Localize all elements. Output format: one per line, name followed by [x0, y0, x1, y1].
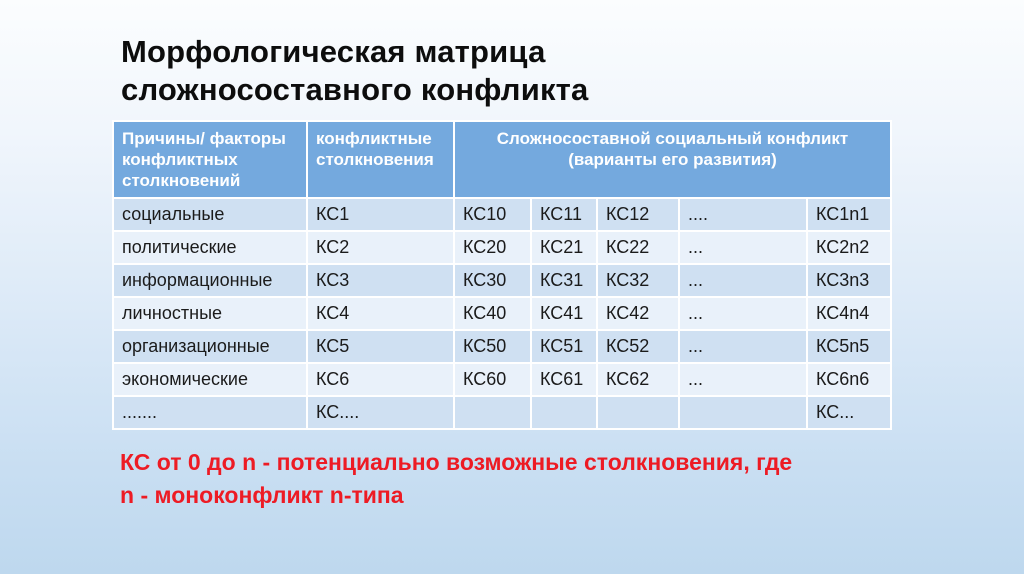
morphological-matrix-table	[112, 120, 892, 430]
matrix-cell: КС...	[807, 396, 891, 429]
matrix-cell: КС12	[597, 198, 679, 231]
slide-title	[121, 33, 589, 109]
legend-note-line1: КС от 0 до n - потенциально возможные столкновения, где	[120, 449, 793, 475]
row-label: информационные	[113, 264, 307, 297]
matrix-cell: КС61	[531, 363, 597, 396]
header-row	[113, 121, 891, 198]
matrix-cell: ....	[679, 198, 807, 231]
row-label: личностные	[113, 297, 307, 330]
row-label: .......	[113, 396, 307, 429]
matrix-cell: КС11	[531, 198, 597, 231]
matrix-cell: КС....	[307, 396, 454, 429]
matrix-cell: КС2n2	[807, 231, 891, 264]
matrix-cell: КС10	[454, 198, 531, 231]
matrix-cell: ...	[679, 330, 807, 363]
matrix-cell: КС42	[597, 297, 679, 330]
matrix-cell: КС22	[597, 231, 679, 264]
matrix-cell: КС21	[531, 231, 597, 264]
matrix-cell: КС32	[597, 264, 679, 297]
slide-title-line1: Морфологическая матрица	[121, 34, 546, 69]
table-row	[113, 396, 891, 429]
matrix-cell: КС6n6	[807, 363, 891, 396]
table-row	[113, 231, 891, 264]
matrix-cell: КС3	[307, 264, 454, 297]
matrix-cell: КС4	[307, 297, 454, 330]
matrix-cell	[531, 396, 597, 429]
legend-note	[120, 446, 860, 512]
matrix-cell	[597, 396, 679, 429]
matrix-cell: КС50	[454, 330, 531, 363]
table-row	[113, 264, 891, 297]
matrix-cell: КС5	[307, 330, 454, 363]
matrix-cell: КС41	[531, 297, 597, 330]
matrix-cell	[679, 396, 807, 429]
table-row	[113, 330, 891, 363]
matrix-cell: КС4n4	[807, 297, 891, 330]
matrix-cell: КС1n1	[807, 198, 891, 231]
matrix-cell: КС1	[307, 198, 454, 231]
row-label: организационные	[113, 330, 307, 363]
matrix-cell	[454, 396, 531, 429]
matrix-cell: КС40	[454, 297, 531, 330]
row-label: социальные	[113, 198, 307, 231]
matrix-cell: КС2	[307, 231, 454, 264]
matrix-cell: ...	[679, 231, 807, 264]
matrix-cell: ...	[679, 363, 807, 396]
column-header-causes: Причины/ факторы конфликтных столкновений	[113, 121, 307, 198]
table-row	[113, 363, 891, 396]
matrix-cell: КС62	[597, 363, 679, 396]
matrix-cell: КС52	[597, 330, 679, 363]
matrix-cell: КС3n3	[807, 264, 891, 297]
table-row	[113, 198, 891, 231]
column-header-compound-conflict	[454, 121, 891, 198]
slide-title-line2: сложносоставного конфликта	[121, 72, 589, 107]
column-header-collisions: конфликтные столкновения	[307, 121, 454, 198]
matrix-cell: ...	[679, 297, 807, 330]
matrix-cell: КС20	[454, 231, 531, 264]
matrix-cell: КС6	[307, 363, 454, 396]
table-header	[113, 121, 891, 198]
table-row	[113, 297, 891, 330]
row-label: экономические	[113, 363, 307, 396]
table-body	[113, 198, 891, 429]
matrix-cell: КС30	[454, 264, 531, 297]
matrix-cell: КС60	[454, 363, 531, 396]
column-header-compound-conflict-line1: Сложносоставной социальный конфликт	[496, 129, 849, 148]
matrix-cell: КС51	[531, 330, 597, 363]
matrix-cell: КС31	[531, 264, 597, 297]
legend-note-line2: n - моноконфликт n-типа	[120, 482, 404, 508]
matrix-cell: КС5n5	[807, 330, 891, 363]
column-header-compound-conflict-line2: (варианты его развития)	[568, 150, 777, 169]
row-label: политические	[113, 231, 307, 264]
matrix-cell: ...	[679, 264, 807, 297]
